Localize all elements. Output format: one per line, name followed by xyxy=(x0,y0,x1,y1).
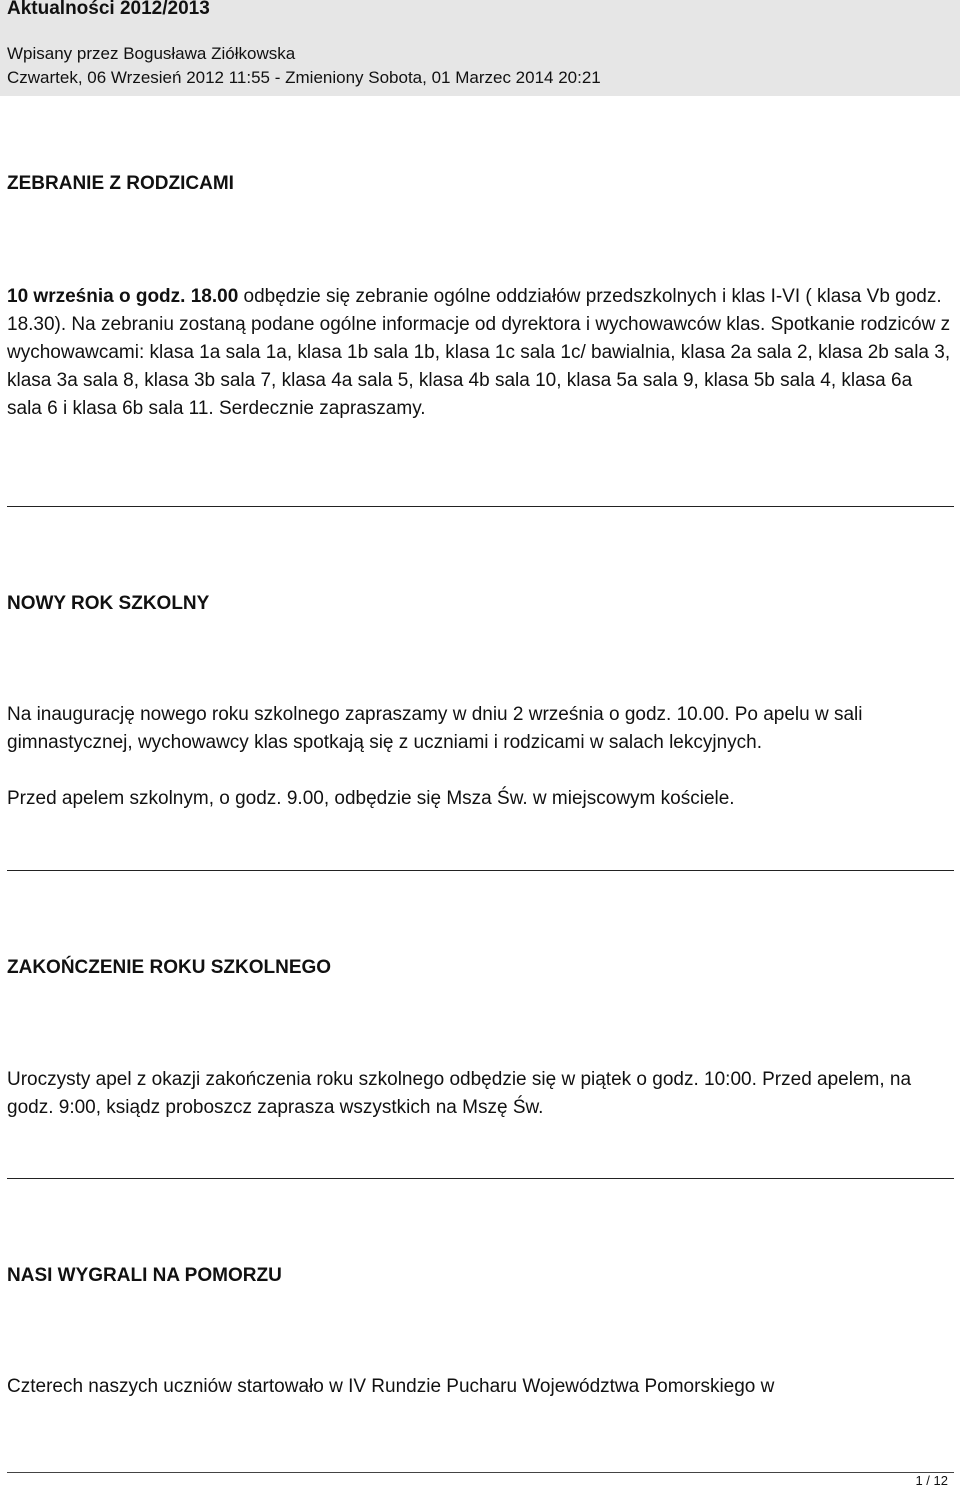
section-heading-zebranie: ZEBRANIE Z RODZICAMI xyxy=(7,173,234,194)
section-divider xyxy=(7,506,954,507)
section-heading-nowy-rok: NOWY ROK SZKOLNY xyxy=(7,593,210,614)
section-divider xyxy=(7,870,954,871)
section-body-zakonczenie: Uroczysty apel z okazji zakończenia roku szkolnego odbędzie się w piątek o godz. 10:00. Przed apelem, na godz. 9:00, ksiądz proboszcz zaprasza wszystkich na Mszę Św. xyxy=(7,1069,912,1118)
section-body-zebranie-date: 10 września o godz. 18.00 xyxy=(7,286,239,307)
section-body-nowy-rok: Na inaugurację nowego roku szkolnego zapraszamy w dniu 2 września o godz. 10.00. Po apelu w sali gimnastycznej, wychowawcy klas spotkają się z uczniami i rodzicami w salach lekcyjnych. xyxy=(7,704,863,753)
section-body-pomorze: Czterech naszych uczniów startowało w IV Rundzie Pucharu Województwa Pomorskiego w xyxy=(7,1376,775,1397)
author-line: Wpisany przez Bogusława Ziółkowska xyxy=(7,44,296,63)
document-title: Aktualności 2012/2013 xyxy=(7,0,210,19)
section-heading-zakonczenie: ZAKOŃCZENIE ROKU SZKOLNEGO xyxy=(7,957,332,978)
date-line: Czwartek, 06 Wrzesień 2012 11:55 - Zmieniony Sobota, 01 Marzec 2014 20:21 xyxy=(7,68,601,87)
footer-divider xyxy=(7,1472,954,1473)
page-number: 1 / 12 xyxy=(915,1473,948,1488)
section-body-nowy-rok-msza: Przed apelem szkolnym, o godz. 9.00, odbędzie się Msza Św. w miejscowym kościele. xyxy=(7,788,735,809)
section-divider xyxy=(7,1178,954,1179)
section-heading-pomorze: NASI WYGRALI NA POMORZU xyxy=(7,1265,282,1286)
section-body-zebranie-text: odbędzie się zebranie ogólne oddziałów przedszkolnych i klas I-VI ( klasa Vb godz. 18.30). Na zebraniu zostaną podane ogólne informacje od dyrektora i wychowawców klas. Spotkanie rodziców z wychowawcami: klasa 1a sala 1a, klasa 1b sala 1b, klasa 1c sala 1c/ bawialnia, klasa 2a sala 2, klasa 2b sala 3, klasa 3a sala 8, klasa 3b sala 7, klasa 4a sala 5, klasa 4b sala 10, klasa 5a sala 9, klasa 5b sala 4, klasa 6a sala 6 i klasa 6b sala 11. Serdecznie zapraszamy. xyxy=(7,286,951,419)
section-body-zebranie xyxy=(7,283,952,423)
